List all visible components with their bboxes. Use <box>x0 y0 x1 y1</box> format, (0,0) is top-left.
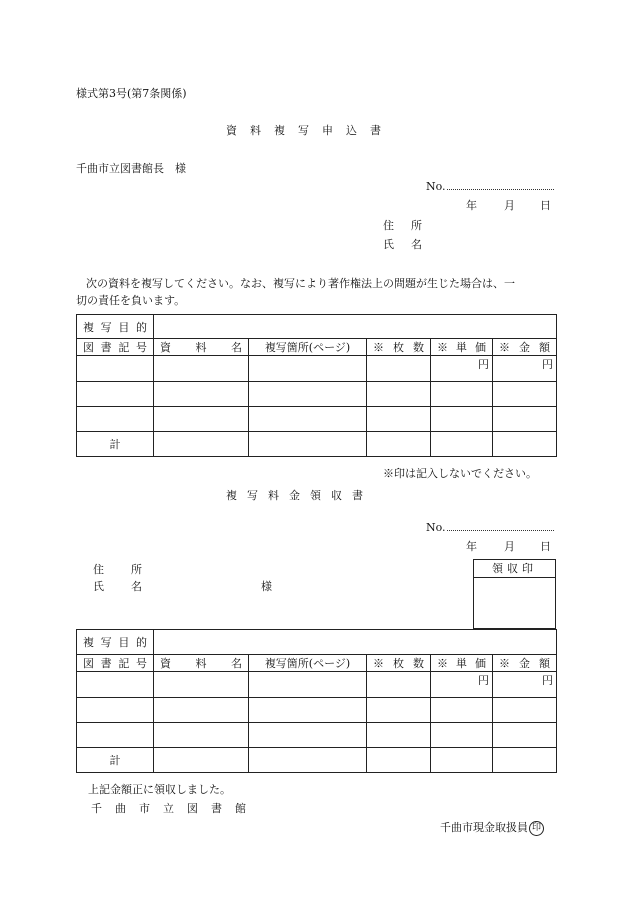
purpose-row <box>77 315 557 339</box>
no-label: No. <box>426 180 446 193</box>
no-label: No. <box>426 521 446 534</box>
table-row <box>77 382 557 407</box>
application-note: ※印は記入しないでください。 <box>383 467 537 480</box>
col-unit-price: ※単価 <box>431 339 493 356</box>
header-row <box>77 339 557 356</box>
total-material-name[interactable] <box>154 748 249 773</box>
cell-book-code[interactable] <box>77 407 154 432</box>
total-amount[interactable] <box>493 432 557 457</box>
cell-book-code[interactable] <box>77 356 154 382</box>
total-label: 計 <box>77 748 154 773</box>
purpose-label: 複写目的 <box>77 315 154 339</box>
col-material-name: 資料名 <box>154 655 249 672</box>
cell-amount[interactable] <box>493 407 557 432</box>
cell-copy-pages[interactable] <box>249 698 367 723</box>
cell-amount[interactable]: 円 <box>493 672 557 698</box>
cell-material-name[interactable] <box>154 723 249 748</box>
receipt-date <box>466 538 551 554</box>
month-label: 月 <box>504 540 515 553</box>
cell-sheets[interactable] <box>367 698 431 723</box>
cell-sheets[interactable] <box>367 407 431 432</box>
cell-amount[interactable]: 円 <box>493 356 557 382</box>
total-copy-pages[interactable] <box>249 432 367 457</box>
cell-unit-price[interactable]: 円 <box>431 672 493 698</box>
year-label: 年 <box>466 540 477 553</box>
total-sheets[interactable] <box>367 748 431 773</box>
cell-book-code[interactable] <box>77 723 154 748</box>
total-amount[interactable] <box>493 748 557 773</box>
seal-icon: 印 <box>529 821 544 836</box>
statement-line-1: 次の資料を複写してください。なお、複写により著作権法上の問題が生じた場合は、一 <box>86 277 515 290</box>
col-sheets: ※枚数 <box>367 339 431 356</box>
table-row <box>77 672 557 698</box>
application-table <box>76 314 557 457</box>
purpose-row <box>77 630 557 655</box>
receipt-stamp-box[interactable] <box>473 559 556 629</box>
cell-unit-price[interactable] <box>431 407 493 432</box>
cell-amount[interactable] <box>493 382 557 407</box>
col-amount: ※金額 <box>493 655 557 672</box>
applicant-name-label: 氏 名 <box>383 238 425 251</box>
table-row <box>77 723 557 748</box>
cell-sheets[interactable] <box>367 723 431 748</box>
cell-material-name[interactable] <box>154 672 249 698</box>
cell-amount[interactable] <box>493 698 557 723</box>
col-sheets: ※枚数 <box>367 655 431 672</box>
day-label: 日 <box>540 540 551 553</box>
table-row <box>77 407 557 432</box>
cell-material-name[interactable] <box>154 382 249 407</box>
receipt-table <box>76 629 557 773</box>
cell-copy-pages[interactable] <box>249 672 367 698</box>
year-label: 年 <box>466 199 477 212</box>
total-unit-price[interactable] <box>431 432 493 457</box>
cell-copy-pages[interactable] <box>249 382 367 407</box>
no-dotted-line <box>447 521 554 531</box>
application-no-field[interactable] <box>426 180 554 193</box>
cell-amount[interactable] <box>493 723 557 748</box>
table-row <box>77 698 557 723</box>
cell-copy-pages[interactable] <box>249 356 367 382</box>
col-book-code: 図書記号 <box>77 339 154 356</box>
payer-name-label: 氏 名 <box>93 580 150 593</box>
cell-copy-pages[interactable] <box>249 723 367 748</box>
cashier-signature <box>440 819 544 836</box>
col-amount: ※金額 <box>493 339 557 356</box>
total-sheets[interactable] <box>367 432 431 457</box>
total-copy-pages[interactable] <box>249 748 367 773</box>
month-label: 月 <box>504 199 515 212</box>
payer-honorific: 様 <box>261 580 272 593</box>
cell-unit-price[interactable]: 円 <box>431 356 493 382</box>
statement-line-2: 切の責任を負います。 <box>76 294 186 307</box>
cell-book-code[interactable] <box>77 672 154 698</box>
total-material-name[interactable] <box>154 432 249 457</box>
cell-book-code[interactable] <box>77 698 154 723</box>
day-label: 日 <box>540 199 551 212</box>
no-dotted-line <box>447 180 554 190</box>
cell-material-name[interactable] <box>154 356 249 382</box>
cell-unit-price[interactable] <box>431 698 493 723</box>
total-row <box>77 748 557 773</box>
library-name: 千曲市立図書館 <box>91 802 259 815</box>
applicant-address-label: 住 所 <box>383 219 425 232</box>
col-copy-pages: 複写箇所(ページ) <box>249 339 367 356</box>
cell-book-code[interactable] <box>77 382 154 407</box>
cell-sheets[interactable] <box>367 382 431 407</box>
cell-sheets[interactable] <box>367 672 431 698</box>
purpose-input[interactable] <box>154 315 557 339</box>
receipt-no-field[interactable] <box>426 521 554 534</box>
purpose-label: 複写目的 <box>77 630 154 655</box>
col-unit-price: ※単価 <box>431 655 493 672</box>
col-copy-pages: 複写箇所(ページ) <box>249 655 367 672</box>
total-unit-price[interactable] <box>431 748 493 773</box>
application-title: 資料複写申込書 <box>226 124 394 137</box>
col-book-code: 図書記号 <box>77 655 154 672</box>
cell-unit-price[interactable] <box>431 723 493 748</box>
cell-sheets[interactable] <box>367 356 431 382</box>
cell-material-name[interactable] <box>154 407 249 432</box>
col-material-name: 資料名 <box>154 339 249 356</box>
application-date <box>466 197 551 213</box>
receipt-stamp-label: 領収印 <box>474 560 555 578</box>
total-row <box>77 432 557 457</box>
cashier-label: 千曲市現金取扱員 <box>440 821 528 834</box>
payer-address-label: 住 所 <box>93 563 150 576</box>
form-number: 様式第3号(第7条関係) <box>76 87 187 100</box>
total-label: 計 <box>77 432 154 457</box>
cell-copy-pages[interactable] <box>249 407 367 432</box>
cell-material-name[interactable] <box>154 698 249 723</box>
received-statement: 上記金額正に領収しました。 <box>88 783 231 796</box>
table-row <box>77 356 557 382</box>
header-row <box>77 655 557 672</box>
cell-unit-price[interactable] <box>431 382 493 407</box>
addressee: 千曲市立図書館長 様 <box>76 162 186 175</box>
receipt-title: 複写料金領収書 <box>226 489 373 502</box>
purpose-input[interactable] <box>154 630 557 655</box>
